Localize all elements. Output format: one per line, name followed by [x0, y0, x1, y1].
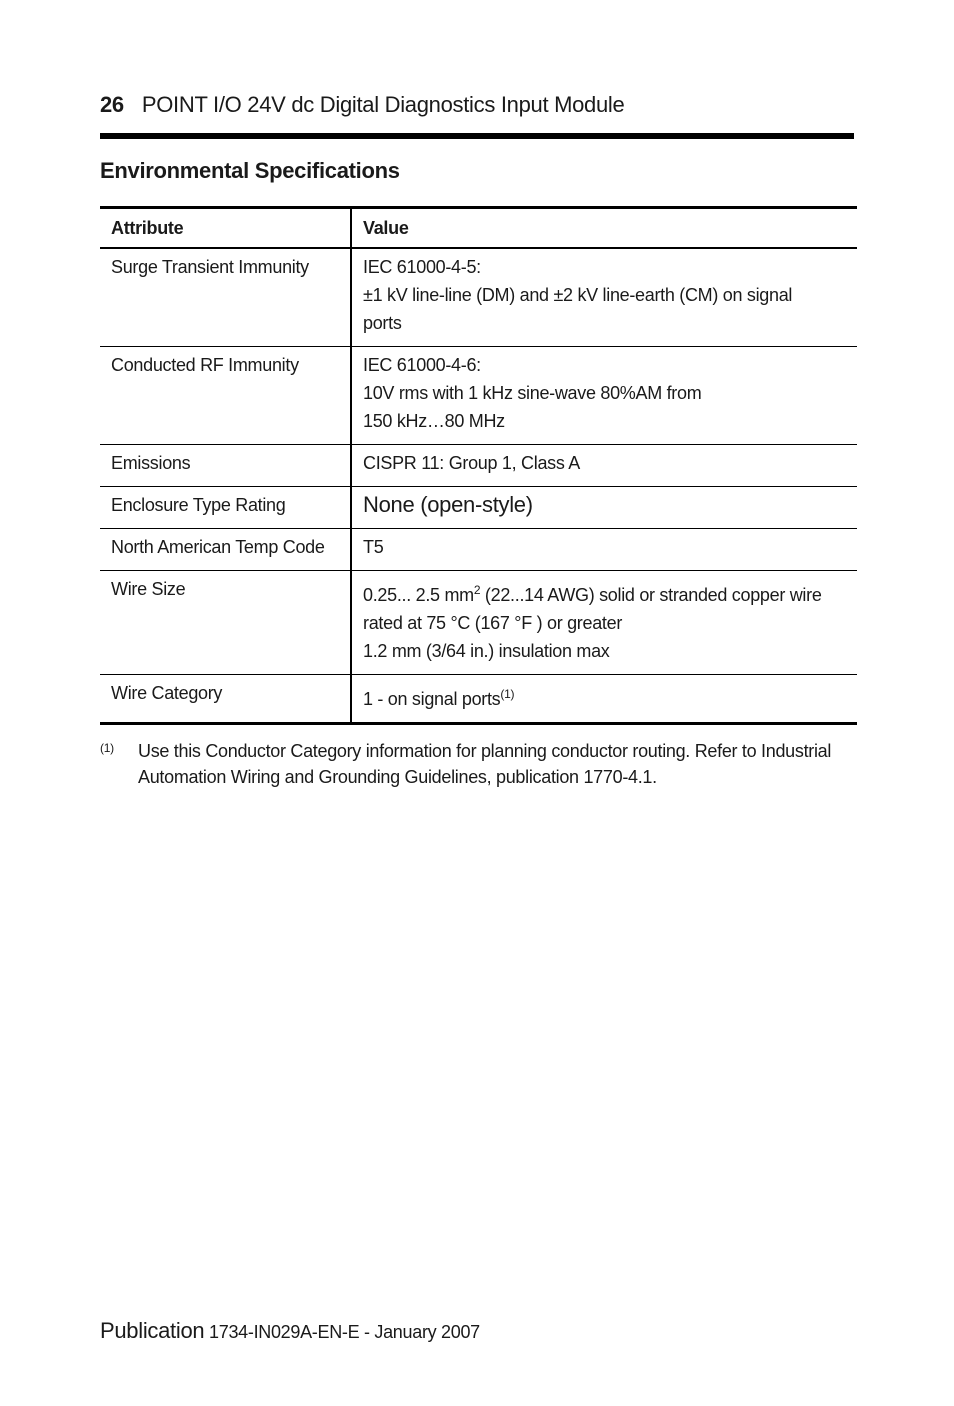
document-title: POINT I/O 24V dc Digital Diagnostics Input Module	[141, 92, 625, 117]
value-line	[363, 581, 846, 609]
page-header	[100, 92, 624, 118]
wire-size-range: 0.25... 2.5 mm	[363, 585, 474, 605]
value-cell	[351, 529, 857, 571]
value-cell	[351, 675, 857, 724]
value-line: CISPR 11: Group 1, Class A	[363, 453, 580, 473]
page-number: 26	[100, 92, 124, 117]
publication-label: Publication	[100, 1318, 205, 1343]
value-line: ±1 kV line-line (DM) and ±2 kV line-earth (CM) on signal	[363, 285, 793, 305]
attribute-cell: Emissions	[100, 445, 351, 487]
table-row	[100, 347, 857, 445]
value-line: 150 kHz…80 MHz	[363, 411, 505, 431]
footnote-reference: (1)	[500, 687, 515, 701]
value-line: None (open-style)	[363, 492, 533, 517]
value-cell	[351, 445, 857, 487]
publication-footer	[100, 1318, 480, 1344]
value-cell	[351, 347, 857, 445]
column-header-value: Value	[363, 218, 409, 238]
attribute-cell: Wire Size	[100, 571, 351, 675]
section-title: Environmental Specifications	[100, 158, 400, 183]
attribute-cell: Surge Transient Immunity	[100, 248, 351, 347]
table-header-row	[100, 208, 857, 249]
value-line: 10V rms with 1 kHz sine-wave 80%AM from	[363, 383, 702, 403]
footnote-mark: (1)	[100, 741, 114, 755]
footnote	[100, 738, 840, 790]
table-row	[100, 248, 857, 347]
value-line: IEC 61000-4-6:	[363, 355, 481, 375]
table-row	[100, 675, 857, 724]
value-line: T5	[363, 537, 384, 557]
table-row	[100, 445, 857, 487]
attribute-cell: Wire Category	[100, 675, 351, 724]
attribute-cell: North American Temp Code	[100, 529, 351, 571]
value-cell	[351, 571, 857, 675]
table-row	[100, 487, 857, 529]
value-line	[363, 685, 846, 713]
value-cell	[351, 487, 857, 529]
value-line: ports	[363, 313, 402, 333]
attribute-cell: Enclosure Type Rating	[100, 487, 351, 529]
column-header-attribute: Attribute	[100, 208, 351, 249]
value-line: IEC 61000-4-5:	[363, 257, 481, 277]
value-line: 1.2 mm (3/64 in.) insulation max	[363, 641, 610, 661]
publication-number: 1734-IN029A-EN-E - January 2007	[204, 1322, 480, 1342]
table-row	[100, 529, 857, 571]
wire-category-text: 1 - on signal ports	[363, 689, 501, 709]
wire-size-detail: (22...14 AWG) solid or stranded copper wire	[480, 585, 822, 605]
footnote-text: Use this Conductor Category information for planning conductor routing. Refer to Industrial Automation Wiring and Grounding Guidelines, publication 1770-4.1.	[138, 741, 832, 787]
value-line: rated at 75 °C (167 °F ) or greater	[363, 613, 623, 633]
header-rule	[100, 133, 854, 139]
superscript: 2	[473, 583, 481, 597]
value-cell	[351, 248, 857, 347]
attribute-cell: Conducted RF Immunity	[100, 347, 351, 445]
table-row	[100, 571, 857, 675]
spec-table	[100, 206, 857, 725]
